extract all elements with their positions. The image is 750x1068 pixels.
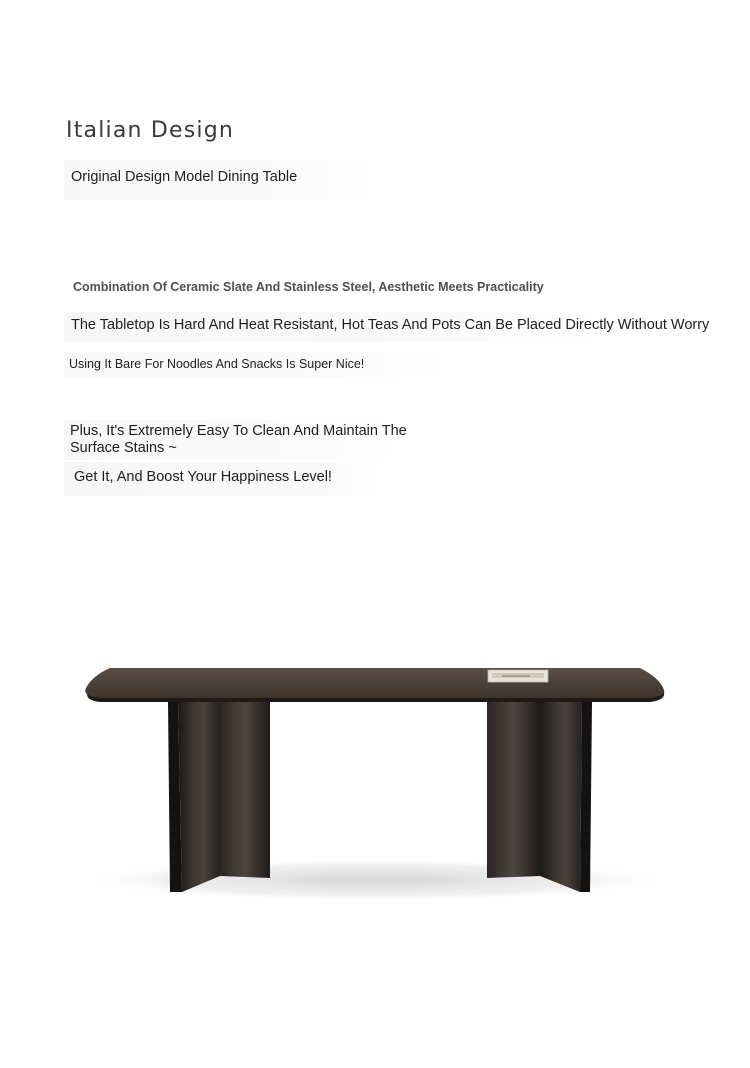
cleaning-note-banner <box>64 420 407 460</box>
product-subtitle-banner <box>64 160 380 200</box>
tabletop-feature-banner <box>64 312 710 342</box>
cleaning-note-text: Plus, It's Extremely Easy To Clean And Maintain The Surface Stains ~ <box>70 423 407 456</box>
right-leg <box>487 702 592 892</box>
usage-note-text: Using It Bare For Noodles And Snacks Is Super Nice! <box>69 357 365 371</box>
dining-table-image <box>60 640 690 920</box>
product-subtitle: Original Design Model Dining Table <box>71 169 298 185</box>
tabletop-surface <box>85 668 664 698</box>
call-to-action-text: Get It, And Boost Your Happiness Level! <box>74 469 332 485</box>
call-to-action-banner <box>64 462 384 496</box>
left-leg <box>168 702 270 892</box>
tray-on-table <box>488 670 548 682</box>
section-heading: Italian Design <box>66 118 234 143</box>
tabletop-feature-text: The Tabletop Is Hard And Heat Resistant, Hot Teas And Pots Can Be Placed Directly Without Worry <box>71 317 710 333</box>
material-description: Combination Of Ceramic Slate And Stainless Steel, Aesthetic Meets Practicality <box>73 280 544 294</box>
usage-note-banner <box>64 352 448 378</box>
